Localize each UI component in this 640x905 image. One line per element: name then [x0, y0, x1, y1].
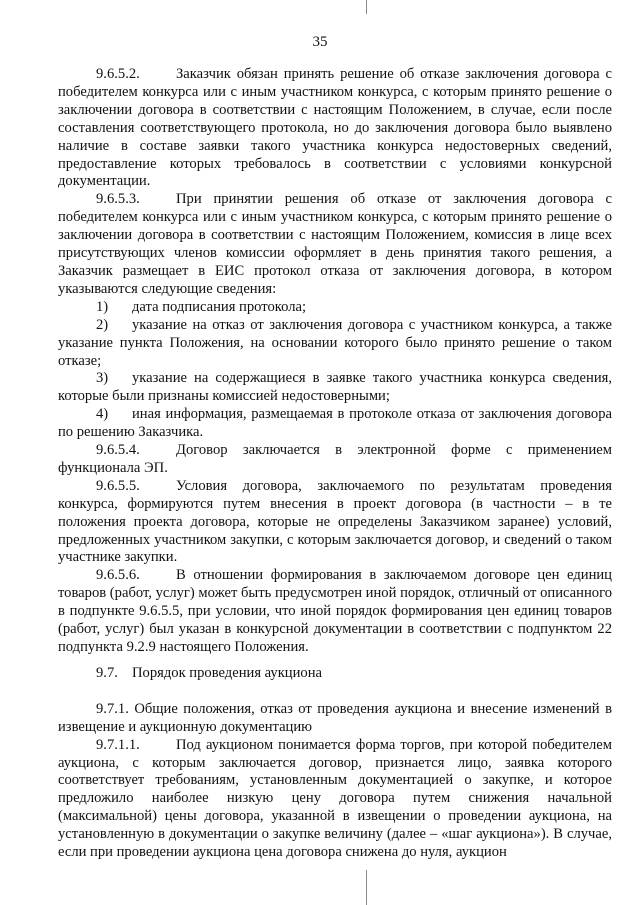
clause-text: Под аукционом понимается форма торгов, при которой победителем аукциона, с которым заключается договор, признается лицо, заявка которого соответствует требованиям, установленным документацией о закупке, и которое предложило наиболее низкую цену договора путем снижения начальной (максимальной) цены договора, указанной в извещении о проведении аукциона, на установленную в документации о закупке величину (далее – «шаг аукциона»). В случае, если при проведении аукциона цена договора снижена до нуля, аукцион	[58, 736, 612, 861]
scan-mark-bottom	[366, 870, 367, 905]
clause-text: Заказчик обязан принять решение об отказе заключения договора с победителем конкурса или с иным участником конкурса, с которым принято решение о заключении договора в соответствии с настоящим Положением, в случае, если после составления соответствующего протокола, но до заключения договора было выявлено наличие в составе заявки такого участника конкурса недостоверных сведений, предоставление которых требовалось в соответствии с условиями конкурсной документации.	[58, 66, 612, 190]
list-item-3	[58, 370, 612, 406]
clause-text: В отношении формирования в заключаемом договоре цен единиц товаров (работ, услуг) может быть предусмотрен иной порядок, отличный от описанного в подпункте 9.6.5.5, при условии, что иной порядок формирования цен единиц товаров (работ, услуг) был указан в конкурсной документации в соответствии с подпунктом 22 подпункта 9.2.9 настоящего Положения.	[58, 567, 612, 655]
clause-text: Условия договора, заключаемого по результатам проведения конкурса, формируются путем внесения в проект договора (в частности – в те положения проекта договора, которые не определены Заказчиком заранее) условий, предложенных участником закупки, с которым заключается договор, и сведений о таком участнике закупки.	[58, 477, 612, 566]
list-item-1	[58, 299, 612, 317]
clause-text: Договор заключается в электронной форме с применением функционала ЭП.	[58, 442, 612, 476]
paragraph-9-6-5-6	[58, 567, 612, 657]
paragraph-9-6-5-3	[58, 191, 612, 298]
list-item-2	[58, 317, 612, 371]
section-heading-9-7	[58, 665, 612, 683]
document-body	[58, 66, 612, 862]
paragraph-9-7-1-1	[58, 737, 612, 862]
list-item-4	[58, 406, 612, 442]
clause-number: 9.6.5.5.	[96, 477, 140, 494]
list-text: указание на отказ от заключения договора с участником конкурса, а также указание пункта Положения, на основании которого было принято решение о таком отказе;	[58, 316, 612, 369]
list-number: 4)	[96, 406, 109, 423]
list-text: указание на содержащиеся в заявке такого участника конкурса сведения, которые были признаны комиссией недостоверными;	[58, 370, 612, 405]
list-text: дата подписания протокола;	[132, 298, 307, 315]
section-title: Порядок проведения аукциона	[132, 664, 323, 681]
paragraph-9-6-5-5	[58, 478, 612, 568]
scan-mark-top	[366, 0, 367, 14]
list-number: 1)	[96, 298, 109, 315]
list-text: иная информация, размещаемая в протоколе отказа от заключения договора по решению Заказчика.	[58, 406, 612, 441]
page-number: 35	[312, 34, 328, 50]
clause-number: 9.6.5.6.	[96, 567, 140, 584]
clause-number: 9.6.5.2.	[96, 66, 140, 82]
paragraph-9-6-5-4	[58, 442, 612, 478]
clause-number: 9.6.5.4.	[96, 442, 140, 459]
section-number: 9.7.	[96, 664, 118, 681]
clause-number: 9.6.5.3.	[96, 191, 140, 208]
subsection-9-7-1	[58, 701, 612, 737]
list-number: 3)	[96, 370, 109, 387]
list-number: 2)	[96, 316, 109, 333]
clause-number: 9.7.1.1.	[96, 736, 140, 753]
paragraph-9-6-5-2	[58, 66, 612, 191]
subsection-title: 9.7.1. Общие положения, отказ от проведения аукциона и внесение изменений в извещение и аукционную документацию	[58, 700, 612, 735]
clause-text: При принятии решения об отказе от заключения договора с победителем конкурса или с иным участником конкурса, с которым принято решение о заключении договора в соответствии с настоящим Положением, комиссия в лице всех присутствующих членов комиссии оформляет в день принятия такого решения, а Заказчик размещает в ЕИС протокол отказа от заключения договора, в котором указываются следующие сведения:	[58, 191, 612, 297]
